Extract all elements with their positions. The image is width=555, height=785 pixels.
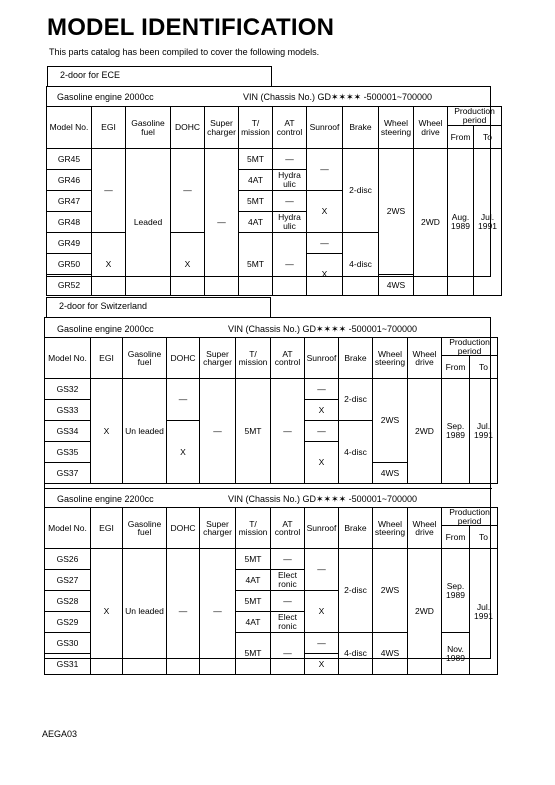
- at-control-cell: —: [271, 379, 305, 484]
- header-from: From: [448, 126, 474, 149]
- model-cell: GS32: [45, 379, 91, 400]
- dohc-cell: —: [167, 379, 200, 421]
- model-cell: GS33: [45, 400, 91, 421]
- header-to: To: [470, 356, 498, 379]
- at-control-cell: —: [271, 549, 305, 570]
- engine-label: Gasoline engine 2000cc: [57, 92, 154, 102]
- header-to: To: [474, 126, 502, 149]
- header-drive: Wheel drive: [414, 107, 448, 149]
- sunroof-cell: —: [305, 421, 339, 442]
- transmission-cell: 5MT: [236, 379, 271, 484]
- header-model-no: Model No.: [47, 107, 92, 149]
- header-fuel: Gasoline fuel: [123, 338, 167, 379]
- fuel-cell: Un leaded: [123, 379, 167, 484]
- section-switzerland: [44, 317, 493, 669]
- steering-cell: 4WS: [373, 463, 408, 484]
- model-cell: GS28: [45, 591, 91, 612]
- drive-cell: 2WD: [414, 149, 448, 296]
- brake-cell: 2-disc: [339, 549, 373, 633]
- from-cell: Aug. 1989: [448, 149, 474, 296]
- brake-cell: 2-disc: [339, 379, 373, 421]
- header-at-control: AT control: [271, 508, 305, 549]
- engine-header-bar: [45, 488, 492, 508]
- transmission-cell: 5MT: [239, 149, 273, 170]
- header-at-control: AT control: [271, 338, 305, 379]
- at-control-cell: Elect ronic: [271, 612, 305, 633]
- header-supercharger: Super charger: [200, 338, 236, 379]
- brake-cell: 4-disc: [343, 233, 379, 296]
- model-cell: GS31: [45, 654, 91, 675]
- header-supercharger: Super charger: [205, 107, 239, 149]
- from-cell: Sep. 1989: [442, 549, 470, 633]
- header-transmission: T/ mission: [236, 338, 271, 379]
- page-code: AEGA03: [42, 729, 78, 739]
- transmission-cell: 4AT: [236, 570, 271, 591]
- header-dohc: DOHC: [167, 338, 200, 379]
- model-cell: GS37: [45, 463, 91, 484]
- header-at-control: AT control: [273, 107, 307, 149]
- sunroof-cell: —: [307, 233, 343, 254]
- from-cell: Nov. 1989: [442, 633, 470, 675]
- model-cell: GS29: [45, 612, 91, 633]
- model-cell: GS26: [45, 549, 91, 570]
- sunroof-cell: —: [305, 379, 339, 400]
- vin-label: VIN (Chassis No.) GD✶✶✶✶ -500001~700000: [228, 494, 417, 504]
- engine-label: Gasoline engine 2000cc: [57, 324, 154, 334]
- model-cell: GR52: [47, 275, 92, 296]
- steering-cell: 2WS: [379, 149, 414, 275]
- header-drive: Wheel drive: [408, 338, 442, 379]
- egi-cell: X: [92, 233, 126, 296]
- header-model-no: Model No.: [45, 338, 91, 379]
- header-to: To: [470, 526, 498, 549]
- section-tab-switzerland: 2-door for Switzerland: [46, 297, 271, 317]
- header-brake: Brake: [339, 338, 373, 379]
- header-steering: Wheel steering: [373, 508, 408, 549]
- at-control-cell: —: [273, 233, 307, 296]
- header-dohc: DOHC: [171, 107, 205, 149]
- header-egi: EGI: [91, 508, 123, 549]
- section-ece: [46, 86, 497, 290]
- header-sunroof: Sunroof: [307, 107, 343, 149]
- sunroof-cell: X: [307, 191, 343, 233]
- model-cell: GR46: [47, 170, 92, 191]
- sunroof-cell: X: [307, 254, 343, 296]
- brake-cell: 2-disc: [343, 149, 379, 233]
- model-cell: GR49: [47, 233, 92, 254]
- sunroof-cell: —: [305, 633, 339, 654]
- to-cell: Jul. 1991: [470, 549, 498, 675]
- dohc-cell: X: [171, 233, 205, 296]
- model-table-ece-2000: [46, 106, 502, 296]
- at-control-cell: —: [273, 149, 307, 170]
- header-fuel: Gasoline fuel: [126, 107, 171, 149]
- header-production-period: Production period: [442, 508, 498, 526]
- fuel-cell: Leaded: [126, 149, 171, 296]
- supercharger-cell: —: [200, 379, 236, 484]
- sunroof-cell: X: [305, 654, 339, 675]
- brake-cell: 4-disc: [339, 633, 373, 675]
- at-control-cell: —: [271, 591, 305, 612]
- header-brake: Brake: [343, 107, 379, 149]
- header-sunroof: Sunroof: [305, 338, 339, 379]
- header-drive: Wheel drive: [408, 508, 442, 549]
- transmission-cell: 5MT: [239, 191, 273, 212]
- transmission-cell: 4AT: [239, 212, 273, 233]
- header-model-no: Model No.: [45, 508, 91, 549]
- at-control-cell: —: [273, 191, 307, 212]
- steering-cell: 4WS: [373, 633, 408, 675]
- sunroof-cell: —: [307, 149, 343, 191]
- header-sunroof: Sunroof: [305, 508, 339, 549]
- header-from: From: [442, 526, 470, 549]
- vin-label: VIN (Chassis No.) GD✶✶✶✶ -500001~700000: [228, 324, 417, 334]
- egi-cell: X: [91, 379, 123, 484]
- to-cell: Jul. 1991: [474, 149, 502, 296]
- sunroof-cell: X: [305, 442, 339, 484]
- page-title: MODEL IDENTIFICATION: [47, 14, 335, 41]
- model-cell: GR50: [47, 254, 92, 275]
- header-brake: Brake: [339, 508, 373, 549]
- transmission-cell: 5MT: [236, 633, 271, 675]
- transmission-cell: 4AT: [239, 170, 273, 191]
- at-control-cell: Elect ronic: [271, 570, 305, 591]
- drive-cell: 2WD: [408, 549, 442, 675]
- header-dohc: DOHC: [167, 508, 200, 549]
- model-cell: GR48: [47, 212, 92, 233]
- header-fuel: Gasoline fuel: [123, 508, 167, 549]
- transmission-cell: 5MT: [236, 549, 271, 570]
- dohc-cell: —: [167, 549, 200, 675]
- model-cell: GS27: [45, 570, 91, 591]
- sunroof-cell: X: [305, 400, 339, 421]
- header-transmission: T/ mission: [239, 107, 273, 149]
- from-cell: Sep. 1989: [442, 379, 470, 484]
- header-transmission: T/ mission: [236, 508, 271, 549]
- model-cell: GS35: [45, 442, 91, 463]
- steering-cell: 4WS: [379, 275, 414, 296]
- sunroof-cell: X: [305, 591, 339, 633]
- transmission-cell: 5MT: [239, 233, 273, 296]
- model-cell: GS34: [45, 421, 91, 442]
- header-production-period: Production period: [448, 107, 502, 126]
- to-cell: Jul. 1991: [470, 379, 498, 484]
- header-steering: Wheel steering: [373, 338, 408, 379]
- vin-label: VIN (Chassis No.) GD✶✶✶✶ -500001~700000: [243, 92, 432, 102]
- sunroof-cell: —: [305, 549, 339, 591]
- supercharger-cell: —: [200, 549, 236, 675]
- steering-cell: 2WS: [373, 549, 408, 633]
- engine-label: Gasoline engine 2200cc: [57, 494, 154, 504]
- header-production-period: Production period: [442, 338, 498, 356]
- model-table-ch-2000: [44, 337, 498, 484]
- brake-cell: 4-disc: [339, 421, 373, 484]
- model-table-ch-2200: [44, 507, 498, 675]
- at-control-cell: Hydra ulic: [273, 170, 307, 191]
- at-control-cell: —: [271, 633, 305, 675]
- drive-cell: 2WD: [408, 379, 442, 484]
- dohc-cell: X: [167, 421, 200, 484]
- header-from: From: [442, 356, 470, 379]
- model-cell: GR47: [47, 191, 92, 212]
- header-supercharger: Super charger: [200, 508, 236, 549]
- dohc-cell: —: [171, 149, 205, 233]
- model-cell: GS30: [45, 633, 91, 654]
- egi-cell: —: [92, 149, 126, 233]
- at-control-cell: Hydra ulic: [273, 212, 307, 233]
- header-egi: EGI: [92, 107, 126, 149]
- egi-cell: X: [91, 549, 123, 675]
- page-subtitle: This parts catalog has been compiled to cover the following models.: [49, 47, 320, 57]
- transmission-cell: 5MT: [236, 591, 271, 612]
- steering-cell: 2WS: [373, 379, 408, 463]
- header-egi: EGI: [91, 338, 123, 379]
- transmission-cell: 4AT: [236, 612, 271, 633]
- header-steering: Wheel steering: [379, 107, 414, 149]
- fuel-cell: Un leaded: [123, 549, 167, 675]
- section-tab-ece: 2-door for ECE: [47, 66, 272, 86]
- supercharger-cell: —: [205, 149, 239, 296]
- model-cell: GR45: [47, 149, 92, 170]
